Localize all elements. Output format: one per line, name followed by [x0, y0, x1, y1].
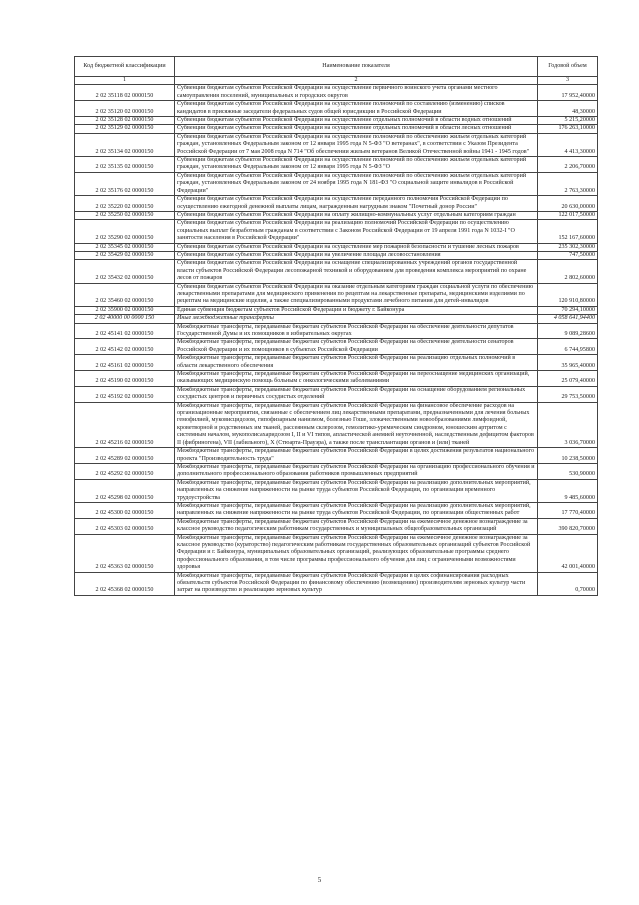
header-num-3: 3	[538, 77, 598, 85]
table-row	[75, 125, 598, 133]
row-code: 2 02 45303 02 0000150	[75, 518, 175, 534]
row-value: 122 017,50000	[538, 211, 598, 219]
row-value: 9 485,60000	[538, 479, 598, 502]
table-header-row	[75, 57, 598, 77]
row-value: 25 079,40000	[538, 371, 598, 387]
table-row	[75, 117, 598, 125]
table-row	[75, 479, 598, 502]
row-code: 2 02 35345 02 0000150	[75, 243, 175, 251]
row-value: 152 167,60000	[538, 220, 598, 243]
row-code: 2 02 35460 02 0000150	[75, 283, 175, 306]
row-description: Субвенции бюджетам субъектов Российской Федерации на осуществление полномочий по обеспечению жильем отдельных категорий граждан, установленных Федеральным законом от 24 ноября 1995 года N 181-ФЗ "О социальной защите инвалидов в Российской Федерации"	[175, 172, 538, 195]
table-numbering-row	[75, 77, 598, 85]
row-code: 2 02 35135 02 0000150	[75, 157, 175, 173]
row-value: 530,90000	[538, 463, 598, 479]
row-code: 2 02 45368 02 0000150	[75, 572, 175, 595]
table-row	[75, 463, 598, 479]
table-row	[75, 85, 598, 101]
row-code: 2 02 45363 02 0000150	[75, 534, 175, 572]
row-description: Межбюджетные трансферты, передаваемые бюджетам субъектов Российской Федерации на оснащение оборудованием региональных сосудистых центров и первичных сосудистых отделений	[175, 386, 538, 402]
row-value: 2 802,60000	[538, 260, 598, 283]
row-code: 2 02 45289 02 0000150	[75, 448, 175, 464]
row-value: 0,70000	[538, 572, 598, 595]
row-code: 2 02 35134 02 0000150	[75, 133, 175, 156]
row-description: Межбюджетные трансферты, передаваемые бюджетам субъектов Российской Федерации в целях достижения результатов национального проекта "Производительность труда"	[175, 448, 538, 464]
row-description: Субвенции бюджетам субъектов Российской Федерации на осуществление полномочий по составлению (изменению) списков кандидатов в присяжные заседатели федеральных судов общей юрисдикции в Российской Федерации	[175, 101, 538, 117]
table-row	[75, 402, 598, 447]
row-code: 2 02 35250 02 0000150	[75, 211, 175, 219]
header-num-2: 2	[175, 77, 538, 85]
row-description: Межбюджетные трансферты, передаваемые бюджетам субъектов Российской Федерации на реализацию дополнительных мероприятий, направленных на снижение напряженности на рынке труда субъектов Российской Федерации, по организации временного трудоустройства	[175, 479, 538, 502]
row-description: Субвенции бюджетам субъектов Российской Федерации на оказание отдельным категориям граждан социальной услуги по обеспечению лекарственными препаратами для медицинского применения по рецептам на лекарственные препараты, медицинскими изделиями по рецептам на медицинские изделия, а также специализированными продуктами лечебного питания для детей-инвалидов	[175, 283, 538, 306]
row-code: 2 02 45298 02 0000150	[75, 479, 175, 502]
row-description: Субвенции бюджетам субъектов Российской Федерации на увеличение площади лесовосстановления	[175, 251, 538, 259]
table-row	[75, 283, 598, 306]
table-row	[75, 355, 598, 371]
page-number: 5	[317, 876, 322, 884]
row-description: Межбюджетные трансферты, передаваемые бюджетам субъектов Российской Федерации на организацию профессионального обучения и дополнительного профессионального образования работников промышленных предприятий	[175, 463, 538, 479]
row-description: Субвенции бюджетам субъектов Российской Федерации на осуществление переданного полномочия Российской Федерации по осуществлению ежегодной денежной выплаты лицам, награжденным нагрудным знаком "Почетный донор России"	[175, 196, 538, 212]
table-row	[75, 572, 598, 595]
row-code: 2 02 45192 02 0000150	[75, 386, 175, 402]
row-value: 2 763,30000	[538, 172, 598, 195]
row-value: 42 001,40000	[538, 534, 598, 572]
table-row	[75, 211, 598, 219]
table-row	[75, 371, 598, 387]
row-value: 2 206,70000	[538, 157, 598, 173]
table-row	[75, 220, 598, 243]
header-code: Код бюджетной классификации	[75, 57, 175, 77]
table-row	[75, 518, 598, 534]
row-description: Межбюджетные трансферты, передаваемые бюджетам субъектов Российской Федерации на реализацию дополнительных мероприятий, направленных на снижение напряженности на рынке труда субъектов Российской Федерации, по организации общественных работ	[175, 502, 538, 518]
row-code: 2 02 35120 02 0000150	[75, 101, 175, 117]
row-description: Субвенции бюджетам субъектов Российской Федерации на осуществление полномочий по обеспечению жильем отдельных категорий граждан, установленных Федеральным законом от 12 января 1995 года N 5-ФЗ "О	[175, 157, 538, 173]
table-row	[75, 260, 598, 283]
row-value: 70 294,10000	[538, 306, 598, 314]
header-volume: Годовой объем	[538, 57, 598, 77]
row-code: 2 02 35900 02 0000150	[75, 306, 175, 314]
row-value: 17 952,40000	[538, 85, 598, 101]
row-description: Межбюджетные трансферты, передаваемые бюджетам субъектов Российской Федерации на обеспечение деятельности сенаторов Российской Федерации и их помощников в субъектах Российской Федерации	[175, 339, 538, 355]
table-row	[75, 306, 598, 314]
row-value: 3 036,70000	[538, 402, 598, 447]
table-row	[75, 534, 598, 572]
row-value: 17 770,40000	[538, 502, 598, 518]
table-row	[75, 243, 598, 251]
row-value: 9 089,28600	[538, 323, 598, 339]
table-row	[75, 323, 598, 339]
row-description: Межбюджетные трансферты, передаваемые бюджетам субъектов Российской Федерации на реализацию отдельных полномочий в области лекарственного обеспечения	[175, 355, 538, 371]
row-code: 2 02 45292 02 0000150	[75, 463, 175, 479]
row-code: 2 02 35290 02 0000150	[75, 220, 175, 243]
row-value: 5 215,20000	[538, 117, 598, 125]
row-code: 2 02 35129 02 0000150	[75, 125, 175, 133]
row-code: 2 02 35429 02 0000150	[75, 251, 175, 259]
row-description: Иные межбюджетные трансферты	[175, 315, 538, 323]
row-value: 235 302,30000	[538, 243, 598, 251]
budget-table	[74, 56, 598, 596]
row-code: 2 02 45190 02 0000150	[75, 371, 175, 387]
row-code: 2 02 45141 02 0000150	[75, 323, 175, 339]
row-description: Субвенции бюджетам субъектов Российской Федерации на оплату жилищно-коммунальных услуг отдельным категориям граждан	[175, 211, 538, 219]
row-value: 747,50000	[538, 251, 598, 259]
row-value: 48,30000	[538, 101, 598, 117]
row-value: 4 413,30000	[538, 133, 598, 156]
row-code: 2 02 40000 00 0000 150	[75, 315, 175, 323]
table-row	[75, 157, 598, 173]
row-description: Субвенции бюджетам субъектов Российской Федерации на осуществление первичного воинского учета органами местного самоуправления поселений, муниципальных и городских округов	[175, 85, 538, 101]
table-row	[75, 101, 598, 117]
table-row	[75, 251, 598, 259]
row-code: 2 02 35432 02 0000150	[75, 260, 175, 283]
row-value: 20 630,00000	[538, 196, 598, 212]
row-description: Субвенции бюджетам субъектов Российской Федерации на осуществление полномочий по обеспечению жильем отдельных категорий граждан, установленных Федеральным законом от 12 января 1995 года N 5-ФЗ "О ветеранах", в соответствии с Указом Президента Российской Федерации от 7 мая 2008 года N 714 "Об обеспечении жильем ветеранов Великой Отечественной войны 1941 - 1945 годов"	[175, 133, 538, 156]
row-description: Субвенции бюджетам субъектов Российской Федерации на оснащение специализированных учреждений органов государственной власти субъектов Российской Федерации лесопожарной техникой и оборудованием для проведения комплекса мероприятий по охране лесов от пожаров	[175, 260, 538, 283]
header-num-1: 1	[75, 77, 175, 85]
row-code: 2 02 35220 02 0000150	[75, 196, 175, 212]
header-name: Наименование показателя	[175, 57, 538, 77]
row-description: Субвенции бюджетам субъектов Российской Федерации на осуществление отдельных полномочий в области водных отношений	[175, 117, 538, 125]
row-description: Единая субвенция бюджетам субъектов Российской Федерации и бюджету г. Байконура	[175, 306, 538, 314]
row-value: 390 820,70000	[538, 518, 598, 534]
table-row	[75, 196, 598, 212]
row-description: Межбюджетные трансферты, передаваемые бюджетам субъектов Российской Федерации на финансовое обеспечение расходов на организационные мероприятия, связанные с обеспечением лиц лекарственными препаратами, предназначенными для лечения больных гемофилией, муковисцидозом, гипофизарным нанизмом, болезнью Гоше, злокачественными новообразованиями лимфоидной, кроветворной и родственных им тканей, рассеянным склерозом, гемолитико-уремическим синдромом, юношеским артритом с системным началом, мукополисахаридозом I, II и VI типов, апластической анемией неуточненной, наследственным дефицитом факторов II (фибриногена), VII (лабильного), X (Стюарта-Прауэра), а также после трансплантации органов и (или) тканей	[175, 402, 538, 447]
row-description: Межбюджетные трансферты, передаваемые бюджетам субъектов Российской Федерации в целях софинансирования расходных обязательств субъектов Российской Федерации по финансовому обеспечению (возмещению) производителям зерновых культур части затрат на производство и реализацию зерновых культур	[175, 572, 538, 595]
row-description: Субвенции бюджетам субъектов Российской Федерации на осуществление отдельных полномочий в области лесных отношений	[175, 125, 538, 133]
table-row	[75, 133, 598, 156]
row-code: 2 02 45300 02 0000150	[75, 502, 175, 518]
row-description: Межбюджетные трансферты, передаваемые бюджетам субъектов Российской Федерации на ежемесячное денежное вознаграждение за классное руководство педагогическим работникам государственных и муниципальных общеобразовательных организаций	[175, 518, 538, 534]
row-description: Межбюджетные трансферты, передаваемые бюджетам субъектов Российской Федерации на переоснащение медицинских организаций, оказывающих медицинскую помощь больным с онкологическими заболеваниями	[175, 371, 538, 387]
row-value: 176 263,10000	[538, 125, 598, 133]
row-description: Субвенции бюджетам субъектов Российской Федерации на реализацию полномочий Российской Федерации по осуществлению социальных выплат безработным гражданам в соответствии с Законом Российской Федерации от 19 апреля 1991 года N 1032-I "О занятости населения в Российской Федерации"	[175, 220, 538, 243]
table-row	[75, 502, 598, 518]
row-value: 35 965,40000	[538, 355, 598, 371]
table-row	[75, 448, 598, 464]
table-row	[75, 315, 598, 323]
row-code: 2 02 35118 02 0000150	[75, 85, 175, 101]
row-value: 4 058 641,94400	[538, 315, 598, 323]
budget-document	[74, 56, 598, 596]
row-value: 10 238,50000	[538, 448, 598, 464]
row-code: 2 02 45142 02 0000150	[75, 339, 175, 355]
row-value: 29 753,50000	[538, 386, 598, 402]
table-row	[75, 339, 598, 355]
row-code: 2 02 45161 02 0000150	[75, 355, 175, 371]
row-description: Субвенции бюджетам субъектов Российской Федерации на осуществление мер пожарной безопасности и тушение лесных пожаров	[175, 243, 538, 251]
row-description: Межбюджетные трансферты, передаваемые бюджетам субъектов Российской Федерации на ежемесячное денежное вознаграждение за классное руководство (кураторство) педагогическим работникам государственных образовательных организаций субъектов Российской Федерации и г. Байконура, муниципальных образовательных организаций, реализующих образовательные программы среднего профессионального образования, в том числе программы профессионального обучения для лиц с ограниченными возможностями здоровья	[175, 534, 538, 572]
table-row	[75, 386, 598, 402]
table-row	[75, 172, 598, 195]
row-value: 120 910,80000	[538, 283, 598, 306]
row-code: 2 02 45216 02 0000150	[75, 402, 175, 447]
row-description: Межбюджетные трансферты, передаваемые бюджетам субъектов Российской Федерации на обеспечение деятельности депутатов Государственной Думы и их помощников в избирательных округах	[175, 323, 538, 339]
row-value: 6 744,95800	[538, 339, 598, 355]
row-code: 2 02 35128 02 0000150	[75, 117, 175, 125]
row-code: 2 02 35176 02 0000150	[75, 172, 175, 195]
